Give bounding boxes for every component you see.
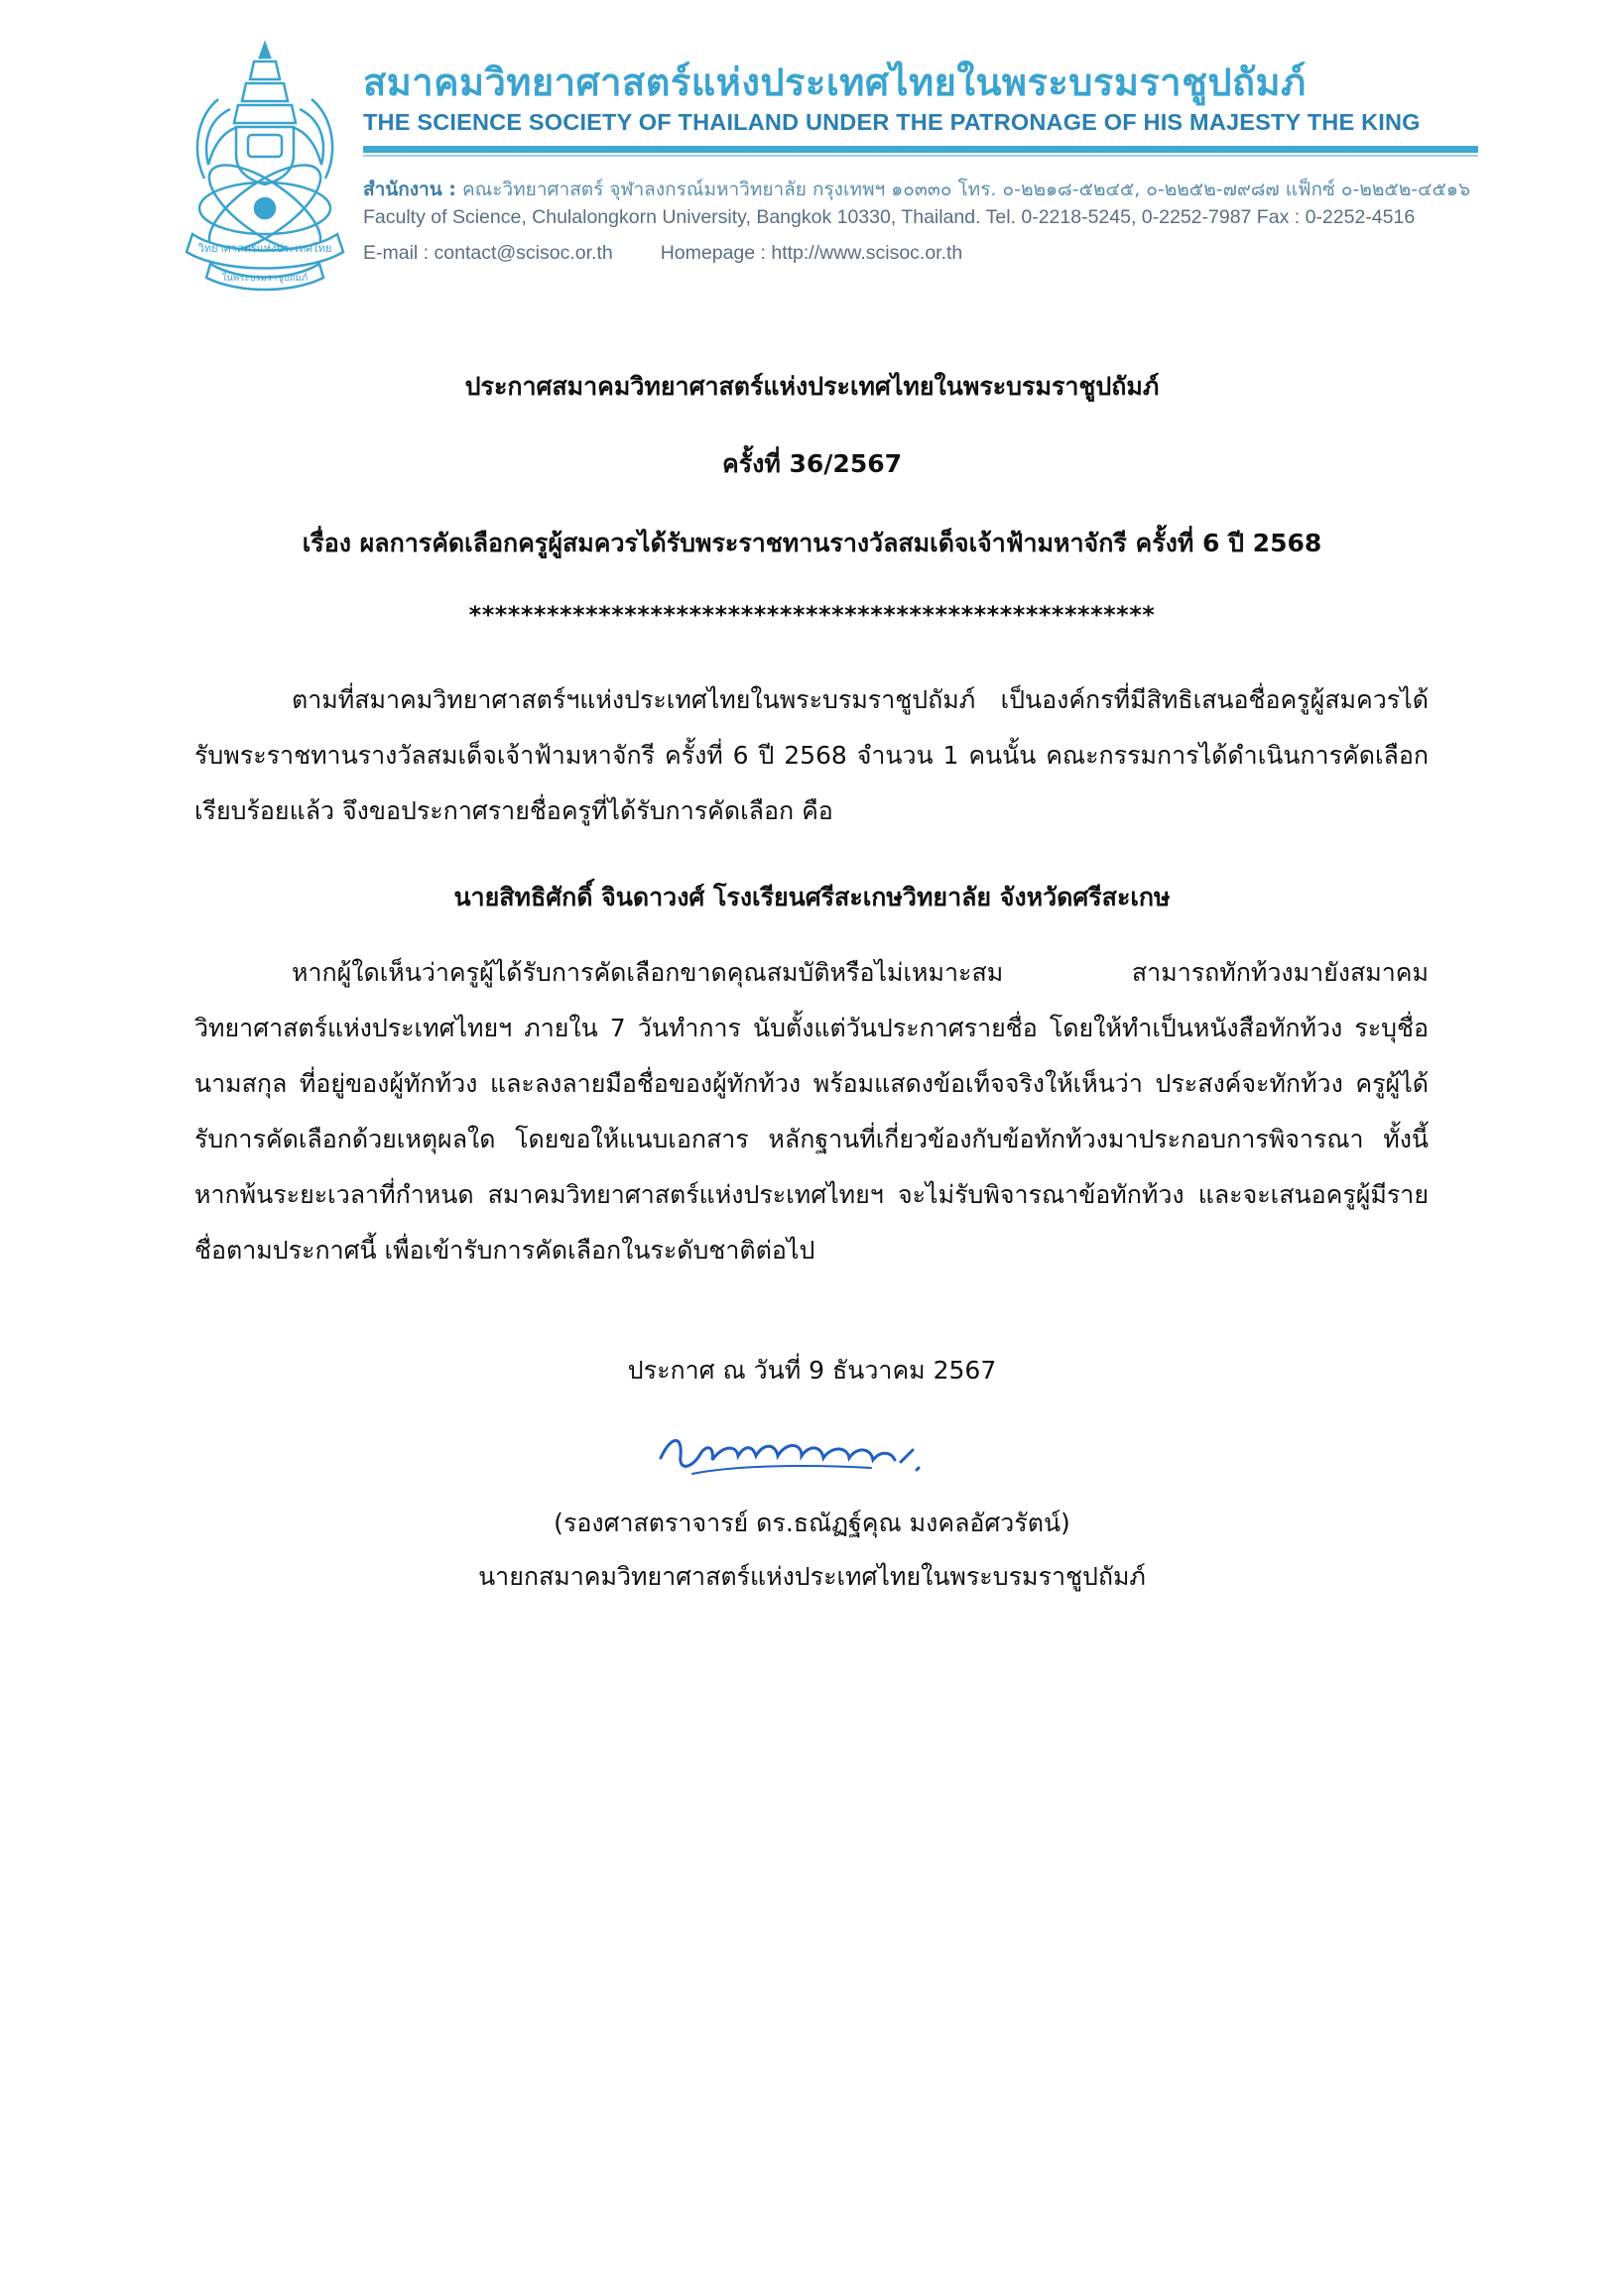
society-emblem-icon <box>175 40 355 292</box>
announcement-subject: เรื่อง ผลการคัดเลือกครูผู้สมควรได้รับพระราชทานรางวัลสมเด็จเจ้าฟ้ามหาจักรี ครั้งที่ 6 ปี 2568 <box>302 529 1322 557</box>
letterhead-rule <box>363 146 1478 153</box>
logo-ribbon-text: วิทยาศาสตร์แห่งประเทศไทย <box>197 242 332 255</box>
announcement-number: ครั้งที่ 36/2567 <box>721 449 903 478</box>
logo-ribbon-text-2: ในพระบรมราชูปถัมภ์ <box>221 273 309 284</box>
letterhead-rule-thin <box>363 155 1478 157</box>
signer-title: นายกสมาคมวิทยาศาสตร์แห่งประเทศไทยในพระบรมราชูปถัมภ์ <box>478 1562 1146 1591</box>
separator-line: ***************************************************** <box>468 601 1156 629</box>
email-link[interactable]: E-mail : contact@scisoc.or.th <box>363 242 613 264</box>
announcement-heading: ประกาศสมาคมวิทยาศาสตร์แห่งประเทศไทยในพระบรมราชูปถัมภ์ <box>464 372 1160 401</box>
homepage-link[interactable]: Homepage : http://www.scisoc.or.th <box>660 242 963 264</box>
office-label: สำนักงาน : <box>363 179 456 200</box>
signer-name: (รองศาสตราจารย์ ดร.ธณัฏฐ์คุณ มงคลอัศวรัตน์) <box>554 1509 1070 1537</box>
org-name-thai: สมาคมวิทยาศาสตร์แห่งประเทศไทยในพระบรมราชูปถัมภ์ <box>363 60 1307 104</box>
paragraph-objection: หากผู้ใดเห็นว่าครูผู้ได้รับการคัดเลือกขาดคุณสมบัติหรือไม่เหมาะสม สามารถทักท้วงมายังสมาคมวิทยาศาสตร์แห่งประเทศไทยฯ ภายใน 7 วันทำการ นับตั้งแต่วันประกาศรายชื่อ โดยให้ทำเป็นหนังสือทักท้วง ระบุชื่อนามสกุล ที่อยู่ของผู้ทักท้วง และลงลายมือชื่อของผู้ทักท้วง พร้อมแสดงข้อเท็จจริงให้เห็นว่า ประสงค์จะทักท้วง ครูผู้ได้รับการคัดเลือกด้วยเหตุผลใด โดยขอให้แนบเอกสาร หลักฐานที่เกี่ยวข้องกับข้อทักท้วงมาประกอบการพิจารณา ทั้งนี้หากพ้นระยะเวลาที่กำหนด สมาคมวิทยาศาสตร์แห่งประเทศไทยฯ จะไม่รับพิจารณาข้อทักท้วง และจะเสนอครูผู้มีรายชื่อตามประกาศนี้ เพื่อเข้ารับการคัดเลือกในระดับชาติต่อไป <box>194 958 1429 1265</box>
address-english: Faculty of Science, Chulalongkorn University, Bangkok 10330, Thailand. Tel. 0-2218-5245, 0-2252-7987 Fax : 0-2252-4516 <box>363 206 1416 228</box>
signature <box>653 1416 950 1486</box>
paragraph-intro: ตามที่สมาคมวิทยาศาสตร์ฯแห่งประเทศไทยในพระบรมราชูปถัมภ์ เป็นองค์กรที่มีสิทธิเสนอชื่อครูผู้สมควรได้รับพระราชทานรางวัลสมเด็จเจ้าฟ้ามหาจักรี ครั้งที่ 6 ปี 2568 จำนวน 1 คนนั้น คณะกรรมการได้ดำเนินการคัดเลือกเรียบร้อยแล้ว จึงขอประกาศรายชื่อครูที่ได้รับการคัดเลือก คือ <box>194 685 1429 825</box>
announcement-date: ประกาศ ณ วันที่ 9 ธันวาคม 2567 <box>627 1356 997 1385</box>
contact-line <box>363 242 962 265</box>
org-name-english: THE SCIENCE SOCIETY OF THAILAND UNDER THE PATRONAGE OF HIS MAJESTY THE KING <box>363 109 1421 135</box>
selected-teacher: นายสิทธิศักดิ์ จินดาวงศ์ โรงเรียนศรีสะเกษวิทยาลัย จังหวัดศรีสะเกษ <box>453 883 1171 911</box>
address-thai <box>363 175 1470 204</box>
address-thai-text: คณะวิทยาศาสตร์ จุฬาลงกรณ์มหาวิทยาลัย กรุงเทพฯ ๑๐๓๓๐ โทร. ๐-๒๒๑๘-๕๒๔๕, ๐-๒๒๕๒-๗๙๘๗ แฟ็กซ์ ๐-๒๒๕๒-๔๕๑๖ <box>455 179 1471 200</box>
